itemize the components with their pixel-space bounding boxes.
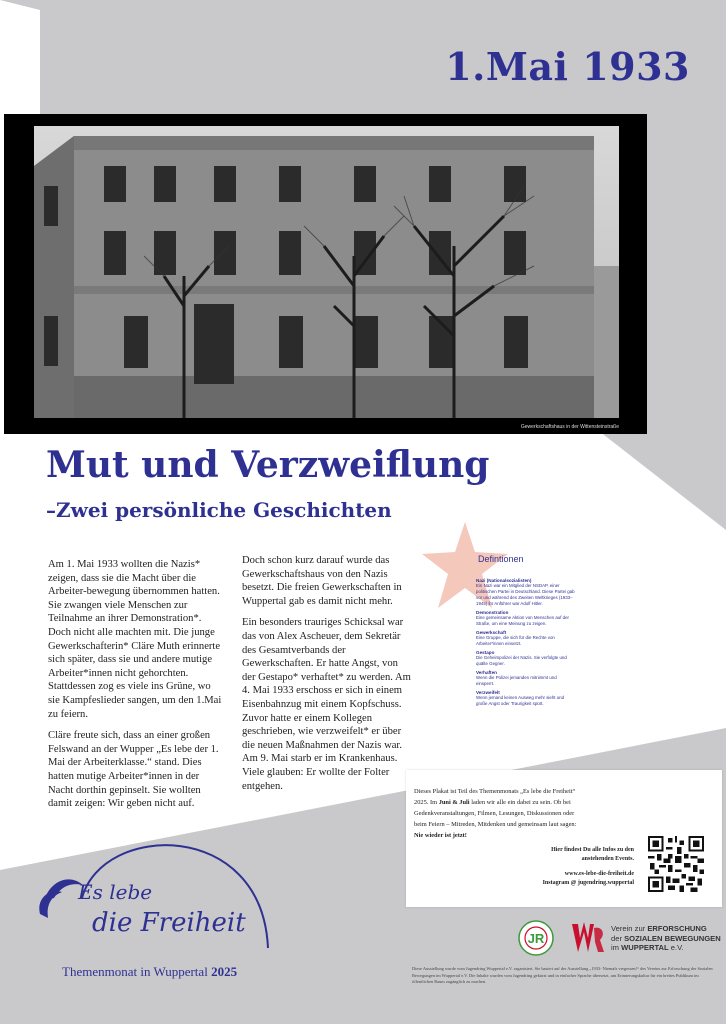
definition-text: Wenn die Polizei jemanden mitnimmt und einsperrt. <box>476 675 557 686</box>
definition-term: Demonstration <box>476 610 509 615</box>
info-line <box>414 797 620 808</box>
definition-item <box>476 610 576 627</box>
more-info-line: Hier findest Du alle Infos zu den <box>551 847 634 853</box>
photo-frame <box>4 114 647 434</box>
definition-text: Wenn jemand keinen Ausweg mehr sieht und große Angst oder Traurigkeit spürt. <box>476 695 565 706</box>
footer-note: Diese Ausstellung wurde vom Jugendring Wuppertal e.V. organisiert. Sie basiert auf der Ausstellung „1933- Niemals vergessen!“ des Vereins zur Erforschung der Sozialen Bewegungen im Wuppertal e.V. Die Inhalte wurden vom Jugendring gekürzt und in einfacher Sprache übersetzt, um Erinnerungskultur für ein breites Publikum im öffentlichen Raum zugänglich zu machen. <box>412 966 713 985</box>
paragraph: Am 1. Mai 1933 wollten die Nazis* zeigen, dass sie die Macht über die Arbeiter-bewegung übernommen hatten. Sie zwangen viele Menschen zur Teilnahme an ihrer Demonstration*. Doch nicht alle machten mit. Die junge Gewerkschafterin* Cläre Muth erinnerte sich später, dass sie und andere mutige Arbeiter*innen nicht gehorchten. Stattdessen zog es viele ins Grüne, wo sie Kampfeslieder sangen, um den 1.Mai zu feiern. <box>48 559 222 720</box>
verein-wuppertal: WUPPERTAL <box>621 943 669 953</box>
verein-im: im <box>611 943 622 953</box>
definition-text: Ein Nazi war ein Mitglied der NSDAP, einer politischen Partei in Deutschland. Diese Partei gab vor und während des Zweiten Weltkrieges (1933–1945) ihr Anführer war Adolf Hitler. <box>476 583 575 606</box>
definition-text: Die Geheimpolizei der Nazis. Sie verfolgte und quälte Gegner. <box>476 655 567 666</box>
verein-sozialen: SOZIALEN BEWEGUNGEN <box>624 933 721 943</box>
verein-ev: e.V. <box>668 943 684 953</box>
info-line: beim Feiern – Mitreden, Mitdenken und gemeinsam laut sagen: <box>414 821 577 828</box>
info-line-bold: Juni & Juli <box>438 799 470 806</box>
definition-term: Verzweifelt <box>476 690 500 695</box>
verein-text <box>611 924 723 953</box>
photo-caption: Gewerkschaftshaus in der Wittensteinstraße <box>520 424 619 430</box>
verein-erforschung: ERFORSCHUNG <box>647 924 707 933</box>
paragraph: Ein besonders trauriges Schicksal war das von Alex Ascheuer, dem Sekretär des Gesamtverbands der Gewerkschaften. Er hatte Angst, von der Gestapo* verhaftet* zu werden. Am 4. Mai 1933 erschoss er sich in einem Eisenbahnzug mit einem Kopfschuss. Zuvor hatte er einem Kollegen geschrieben, wie verzweifelt* er über die neuen Maßnahmen der Nazis war. Am 9. Mai starb er im Krankenhaus. Viele glauben: Er wollte der Folter entgehen. <box>242 617 411 792</box>
definition-term: Gestapo <box>476 650 495 655</box>
qr-code-icon[interactable] <box>648 836 704 892</box>
subline: –Zwei persönliche Geschichten <box>46 498 392 522</box>
definitions-panel <box>476 554 576 707</box>
article-column-2 <box>242 554 414 801</box>
date-title: 1.Mai 1933 <box>445 44 690 89</box>
verein-line-1 <box>611 924 723 934</box>
verein-line-2 <box>611 934 723 944</box>
themenmonat-text: Themenmonat in Wuppertal <box>62 964 212 979</box>
website-link[interactable]: www.es-lebe-die-freiheit.de <box>564 871 634 877</box>
verein-pre: Verein zur <box>611 924 648 933</box>
definition-item <box>476 670 576 687</box>
slogan <box>414 830 620 841</box>
more-info-line: anstehenden Events. <box>581 856 634 862</box>
definition-item <box>476 578 576 607</box>
info-links <box>484 846 634 888</box>
definition-term: Nazi (Nationalsozialisten) <box>476 578 532 583</box>
info-text <box>414 786 620 841</box>
definition-item <box>476 650 576 667</box>
logo-text-line2: die Freiheit <box>92 908 246 938</box>
article-column-1 <box>48 558 224 819</box>
definitions-title: Defintionen <box>478 554 524 564</box>
info-line: Dieses Plakat ist Teil des Themenmonats „Es lebe die Freiheit“ <box>414 788 576 795</box>
verein-line-3 <box>611 943 723 953</box>
info-line-pre: 2025. Im <box>414 799 439 806</box>
verein-logo-icon <box>568 918 608 958</box>
instagram-link[interactable]: Instagram @ jugendring.wuppertal <box>542 880 634 886</box>
definition-item <box>476 690 576 707</box>
logo-text-line1: Es lebe <box>78 880 153 904</box>
info-box <box>406 770 722 907</box>
jugendring-logo-icon <box>518 920 554 956</box>
info-line-post: laden wir alle ein dabei zu sein. Ob bei <box>469 799 571 806</box>
definition-term: Gewerkschaft <box>476 630 507 635</box>
jr-logo-text: JR <box>527 931 545 946</box>
building-photo <box>34 126 619 418</box>
definition-item <box>476 630 576 647</box>
verein-der: der <box>611 933 625 943</box>
themenmonat-year: 2025 <box>211 964 238 979</box>
definition-text: Eine gemeinsame Aktion von Menschen auf der Straße, um eine Meinung zu zeigen. <box>476 615 569 626</box>
paragraph: Cläre freute sich, dass an einer großen Felswand an der Wupper „Es lebe der 1. Mai der Arbeiterklasse.“ stand. Dies hatten mutige Arbeiter*innen in der Nacht dorthin gepinselt. Sie wollten damit zeigen: Wir geben nicht auf. <box>48 730 219 810</box>
slogan-text: Nie wieder ist jetzt! <box>414 832 467 839</box>
themenmonat-label <box>62 964 237 980</box>
definition-term: Verhaften <box>476 670 497 675</box>
definition-text: Eine Gruppe, die sich für die Rechte von Arbeiter*innen einsetzt. <box>476 635 555 646</box>
info-line: Gedenkveranstaltungen, Filmen, Lesungen, Diskussionen oder <box>414 810 575 817</box>
headline: Mut und Verzweiflung <box>46 444 490 486</box>
paragraph: Doch schon kurz darauf wurde das Gewerkschaftshaus von den Nazis besetzt. Die freien Gewerkschaften in Wuppertal gab es damit nicht mehr. <box>242 555 402 607</box>
